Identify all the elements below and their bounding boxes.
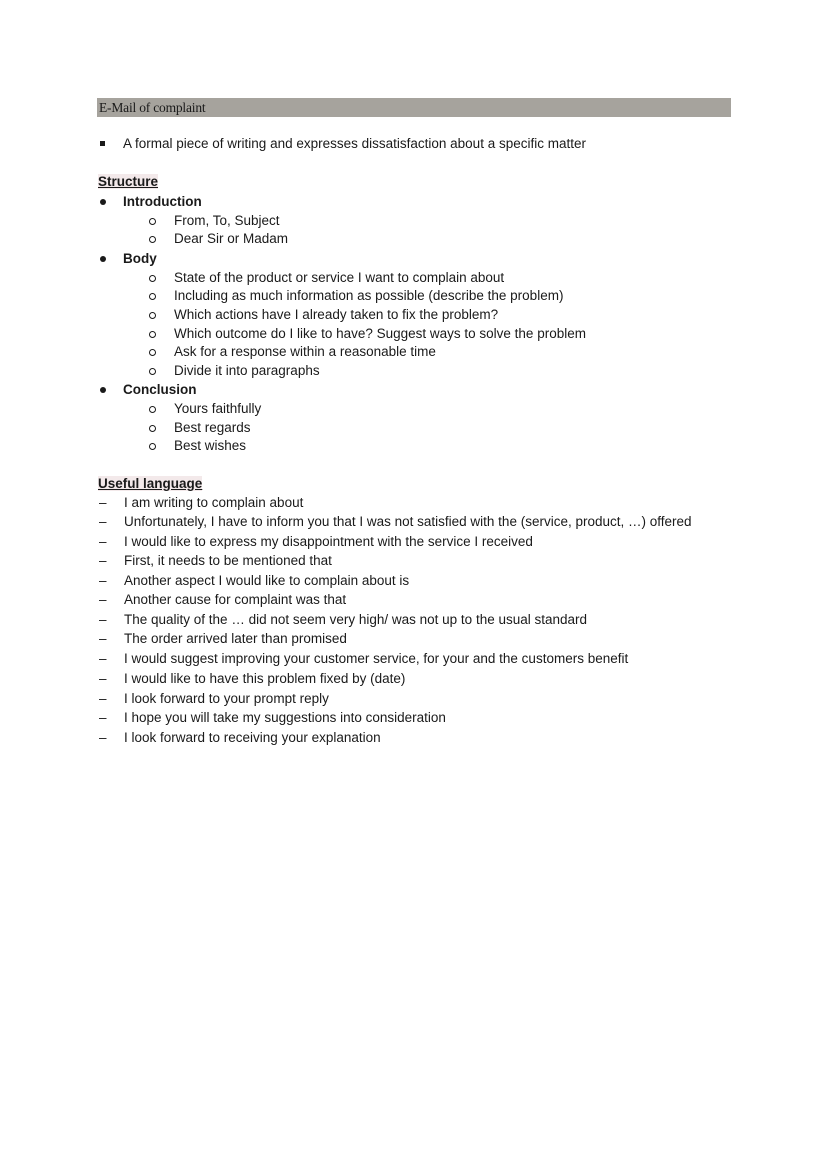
square-bullet-icon <box>100 141 105 146</box>
dash-bullet-icon: – <box>99 691 107 706</box>
dash-bullet-icon: – <box>99 592 107 607</box>
dash-bullet-icon: – <box>99 671 107 686</box>
dash-bullet-icon: – <box>99 612 107 627</box>
dash-bullet-icon: – <box>99 495 107 510</box>
dash-bullet-icon: – <box>99 573 107 588</box>
section-label: Conclusion <box>123 382 197 397</box>
circle-bullet-icon <box>149 331 156 338</box>
section-label: Introduction <box>123 194 202 209</box>
document-title: E-Mail of complaint <box>97 98 731 117</box>
bullet-dot-icon <box>100 387 106 393</box>
dash-bullet-icon: – <box>99 730 107 745</box>
circle-bullet-icon <box>149 312 156 319</box>
circle-bullet-icon <box>149 218 156 225</box>
circle-bullet-icon <box>149 293 156 300</box>
circle-bullet-icon <box>149 425 156 432</box>
bullet-dot-icon <box>100 256 106 262</box>
section-label: Body <box>123 251 157 266</box>
structure-heading: Structure <box>98 174 159 189</box>
circle-bullet-icon <box>149 349 156 356</box>
dash-bullet-icon: – <box>99 651 107 666</box>
dash-bullet-icon: – <box>99 631 107 646</box>
dash-bullet-icon: – <box>99 514 107 529</box>
circle-bullet-icon <box>149 275 156 282</box>
intro-text: A formal piece of writing and expresses dissatisfaction about a specific matter <box>123 136 586 151</box>
dash-bullet-icon: – <box>99 553 107 568</box>
circle-bullet-icon <box>149 406 156 413</box>
document-page: E-Mail of complaint A formal piece of writing and expresses dissatisfaction about a specific matter Structure Introduction From, To, Subject Dear Sir or Madam Body State of the product or service I want to complain about Including as much information as possible (describe the problem) Which actions have I already taken to fix the problem? Which outcome do I like to have? Suggest ways to solve the problem Ask for a response within a reasonable time Divide it into paragraphs Conclusion Yours faithfully Best regards Best wishes Useful language – I am writing to complain about – Unfortunately, I have to inform you that I was not satisfied with the (service, product, …) offered – I would like to express my disappointment with the service I received – First, it needs to be mentioned that – Another aspect I would like to complain about is – Another cause for complaint was that – The quality of the … did not seem very high/ was not up to the usual standard – The order arrived later than promised – I would suggest improving your customer service, for your and the customers benefit – I would like to have this problem fixed by (date) – I look forward to your prompt reply – I hope you will take my suggestions into consideration – I look forward to receiving your explanation <box>0 0 828 1171</box>
useful-language-heading: Useful language <box>98 476 203 491</box>
circle-bullet-icon <box>149 236 156 243</box>
dash-bullet-icon: – <box>99 710 107 725</box>
circle-bullet-icon <box>149 368 156 375</box>
bullet-dot-icon <box>100 199 106 205</box>
dash-bullet-icon: – <box>99 534 107 549</box>
circle-bullet-icon <box>149 443 156 450</box>
